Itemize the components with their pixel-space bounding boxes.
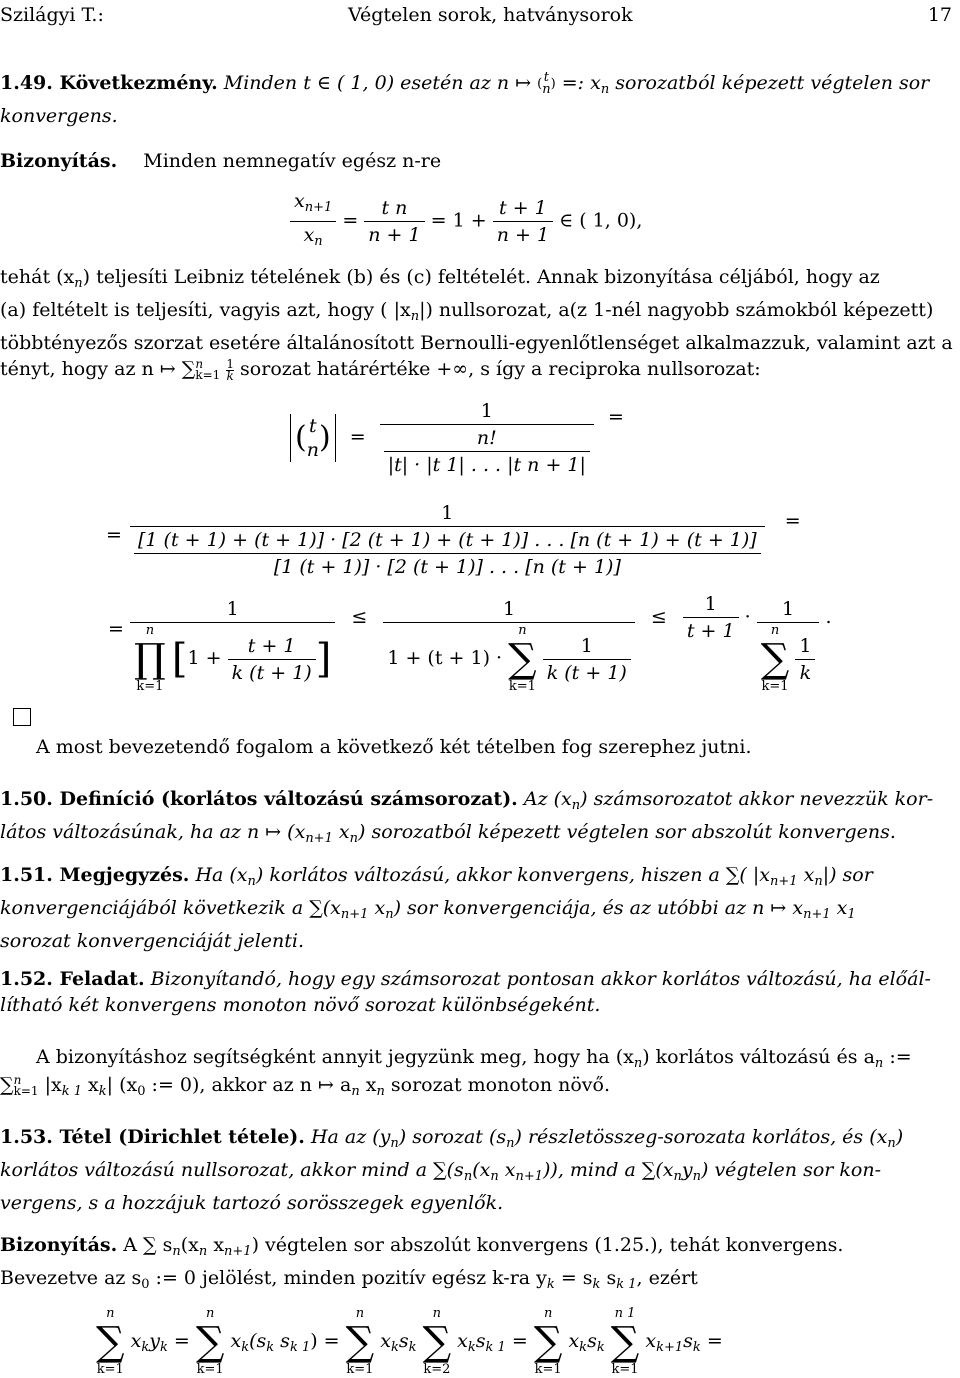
frac-2-num: t + 1 <box>493 195 553 222</box>
eq5-s5-sym: ∑ <box>533 1319 563 1365</box>
eq5-s5-bottom: k=1 <box>534 1362 562 1377</box>
p3-l2s2: k 1 <box>61 1084 82 1099</box>
eq5-s6-sym: ∑ <box>610 1319 640 1365</box>
t153-l2s2: n <box>490 1169 499 1184</box>
eq5-s3-bottom: k=1 <box>346 1362 374 1377</box>
eq4-sum-bottom: k=1 <box>508 679 536 694</box>
frac-ratio <box>290 188 336 255</box>
eq5-t1-sub: k <box>141 1340 150 1355</box>
eq5-t2: x <box>230 1330 242 1352</box>
p3-l2b: |x <box>38 1074 62 1096</box>
theorem-label: 1.53. Tétel (Dirichlet tétele). <box>0 1126 305 1148</box>
corollary-text-c: sorozatból képezett végtelen sor <box>609 72 930 94</box>
pr2-l2a: Bevezetve az s <box>0 1267 142 1289</box>
proof2-label: Bizonyítás. <box>0 1234 118 1256</box>
t153-l1s: n <box>390 1136 399 1151</box>
eq5-s2-top: n <box>205 1306 215 1321</box>
eq2-den-bottom: |t| · |t 1| . . . |t n + 1| <box>387 454 586 476</box>
eq4-inner-num: t + 1 <box>228 633 316 660</box>
p1-sum-bottom: k=1 <box>195 368 221 382</box>
f152-l1: Bizonyítandó, hogy egy számsorozat pontosan akkor korlátos változású, ha előál- <box>150 968 931 990</box>
eq5-t2b-sub: k <box>266 1340 275 1355</box>
eq4-b-num: 1 <box>383 596 634 623</box>
p3-l2d: | (x <box>106 1074 138 1096</box>
t153-l2f: ) végtelen sor kon- <box>701 1159 881 1181</box>
eq4-b-inner-den: k (t + 1) <box>546 661 627 684</box>
eq3-num: 1 <box>130 500 765 527</box>
m151-l2c: ) sor konvergenciája, és az utóbbi az n ↦ x <box>393 897 804 919</box>
p3-l1a: A bizonyításhoz segítségként annyit jegyzünk meg, hogy ha (x <box>36 1046 634 1068</box>
m151-l1a: Ha (x <box>195 864 248 886</box>
m151-l1s3: n <box>814 874 823 889</box>
eq4-frac-a: 1 n ∏ k=1 [1 + $\frac{t + 1}{k (t + 1)}$ ] <box>130 596 335 695</box>
paragraph-1 <box>0 264 958 382</box>
pr2-l2s3: k <box>592 1277 601 1292</box>
eq5-t4b-sub: k 1 <box>485 1340 506 1355</box>
eq4-inner-den: k (t + 1) <box>231 661 312 684</box>
pr2-l1b: (x <box>180 1234 199 1256</box>
equation-4 <box>108 593 832 695</box>
eq5-t3-sub: k <box>390 1340 399 1355</box>
eq5-t2b: (s <box>249 1330 267 1352</box>
m151-l2b: x <box>368 897 386 919</box>
t153-l2s5: n <box>692 1169 701 1184</box>
eq5-s3-top: n <box>355 1306 365 1321</box>
remark-label: 1.51. Megjegyzés. <box>0 864 190 886</box>
eq5-t3b: s <box>398 1330 409 1352</box>
eq5-t2c: s <box>274 1330 290 1352</box>
equation-3 <box>106 500 801 580</box>
frac-1 <box>364 195 424 248</box>
p3-l2-sup: n <box>13 1073 22 1087</box>
p3-l2a: ∑ <box>0 1074 14 1096</box>
eq3-den-bottom: [1 (t + 1)] · [2 (t + 1)] . . . [n (t + 1)] <box>273 556 621 578</box>
d150-l2b: x <box>332 821 350 843</box>
proof-label: Bizonyítás. <box>0 150 118 172</box>
eq5-t2c-sub: k 1 <box>289 1340 311 1355</box>
eq5-s6-top: n 1 <box>614 1306 636 1321</box>
pr2-l2d: s <box>600 1267 617 1289</box>
m151-l3: sorozat konvergenciáját jelenti. <box>0 930 304 952</box>
corollary-text-a: Minden t ∈ ( 1, 0) esetén az n ↦ <box>223 72 538 94</box>
p1-sum-top: n <box>195 357 204 371</box>
equation-2: ( t n ) = $\frac{1}{\frac{n!}{\text{|t| · |t 1| . . . |t n + 1|}}}$ = <box>290 398 624 478</box>
remark-1-51 <box>0 862 958 954</box>
eq4-a-num: 1 <box>130 596 335 623</box>
eq2-den-top: n! <box>384 425 590 452</box>
eq5-e1: = <box>167 1330 190 1352</box>
eq5-t5b: s <box>587 1330 597 1352</box>
frac-2 <box>493 195 553 248</box>
eq2-eq: = <box>349 426 366 448</box>
page-number: 17 <box>927 4 952 26</box>
eq4-period: . <box>825 605 832 628</box>
eq4-d-sum-bottom: k=1 <box>761 679 789 694</box>
pr2-l2c: = s <box>554 1267 593 1289</box>
p3-l2s6: n <box>376 1084 385 1099</box>
eq2-binom-bottom: n <box>306 439 319 461</box>
eq4-b-den-a: 1 + (t + 1) · <box>387 647 503 669</box>
eq4-prod-top: n <box>145 623 155 638</box>
p1-l3: többtényezős szorzat esetére általánosított Bernoulli-egyenlőtlenséget alkalmazzuk, valamint azt a <box>0 332 953 354</box>
eq4-d-frac-num: 1 <box>795 633 815 660</box>
eq-sign: = <box>342 209 359 232</box>
m151-l1c: x <box>797 864 815 886</box>
p1-l1a: tehát (x <box>0 266 75 288</box>
eq5-s6-bottom: k=1 <box>611 1362 639 1377</box>
p1-l1-sub: n <box>74 276 83 291</box>
frac-2-den: n + 1 <box>496 224 550 246</box>
eq5-t2d: ) = <box>310 1330 340 1352</box>
p1-l1b: ) teljesíti Leibniz tételének (b) és (c) feltételét. Annak bizonyítása céljából, hogy az <box>82 266 880 288</box>
eq4-b-inner-num: 1 <box>543 633 631 660</box>
definition-label: 1.50. Definíció (korlátos változású számsorozat). <box>0 788 518 810</box>
eq4-c-den: t + 1 <box>686 620 735 642</box>
p1-frac-num: 1 <box>226 356 235 371</box>
eq4-sum-sym: ∑ <box>508 636 537 682</box>
eq5-s2-sym: ∑ <box>195 1319 225 1365</box>
eq4-prod-sym: ∏ <box>134 636 166 682</box>
p3-l2s4: 0 <box>137 1084 146 1099</box>
header-title: Végtelen sorok, hatványsorok <box>348 4 633 26</box>
m151-l1s: n <box>247 874 256 889</box>
eq4-d-num: 1 <box>757 596 820 623</box>
eq4-frac-c <box>683 591 739 644</box>
m151-l1s2: n+1 <box>770 874 798 889</box>
proof-text: Minden nemnegatív egész n-re <box>143 150 442 172</box>
p3-l2c: x <box>81 1074 99 1096</box>
pr2-l1s1: n <box>172 1244 181 1259</box>
eq5-t1b: y <box>149 1330 160 1352</box>
corollary-text-b: =: x <box>555 72 601 94</box>
t153-l2a: korlátos változású nullsorozat, akkor mind a ∑(s <box>0 1159 464 1181</box>
eq5-t1b-sub: k <box>159 1340 168 1355</box>
eq4-c-num: 1 <box>683 591 739 618</box>
eq5-t4: x <box>457 1330 468 1352</box>
eq5-t5-sub: k <box>579 1340 588 1355</box>
frac-1-den: n + 1 <box>368 224 421 246</box>
p3-l1c: := <box>883 1046 912 1068</box>
eq3-eq-end: = <box>784 510 801 532</box>
exercise-1-52 <box>0 966 958 1018</box>
paragraph-2: A most bevezetendő fogalom a következő két tételben fog szerephez jutni. <box>36 736 752 758</box>
binom-top: t <box>543 70 550 85</box>
d150-l2s1: n+1 <box>305 831 333 846</box>
sub-n1: n+1 <box>304 200 333 215</box>
p1-l4b: sorozat határértéke +∞, s így a reciproka nullsorozat: <box>234 358 761 380</box>
equation-5 <box>96 1306 723 1378</box>
eq5-s4-bottom: k=2 <box>423 1362 451 1377</box>
pr2-l2s2: k <box>546 1277 555 1292</box>
x-n1: x <box>294 190 305 212</box>
eq2-frac <box>380 398 594 478</box>
m151-l2s4: 1 <box>847 907 856 922</box>
eq4-inner-a: 1 + <box>187 647 222 669</box>
corollary-text-d: konvergens. <box>0 105 118 127</box>
d150-a: Az (x <box>523 788 572 810</box>
eq5-e4: = <box>505 1330 528 1352</box>
proof-2 <box>0 1232 958 1298</box>
pr2-l2s1: 0 <box>141 1277 150 1292</box>
p1-frac-den: k <box>226 368 234 383</box>
m151-l2s1: n+1 <box>340 907 369 922</box>
eq3-den-top: [1 (t + 1) + (t + 1)] · [2 (t + 1) + (t + 1)] . . . [n (t + 1) + (t + 1)] <box>134 527 761 554</box>
p3-l1s: n <box>633 1056 643 1071</box>
binom: ( t n ) <box>537 70 556 97</box>
pr2-l1d: ) végtelen sor abszolút konvergens (1.25.), tehát konvergens. <box>251 1234 844 1256</box>
page-header <box>0 2 960 28</box>
m151-l2s2: n <box>385 907 394 922</box>
t153-l1b: ) sorozat (s <box>398 1126 507 1148</box>
eq4-frac-d <box>757 596 820 695</box>
eq5-s1-top: n <box>106 1306 115 1321</box>
pr2-l1s2: n <box>198 1244 208 1259</box>
t153-l1a: Ha az (y <box>310 1126 391 1148</box>
eq5-t5b-sub: k <box>596 1340 605 1355</box>
t153-l2s1: n <box>463 1169 473 1184</box>
eq4-d-frac-den: k <box>799 661 812 684</box>
paragraph-3-line2 <box>0 1072 958 1105</box>
eq-middle: = 1 + <box>430 209 487 232</box>
t153-l2e: y <box>681 1159 693 1181</box>
eq5-s5-top: n <box>543 1306 553 1321</box>
corollary-1-49 <box>0 70 958 129</box>
eq5-t6b: s <box>683 1330 693 1352</box>
eq3-frac <box>130 500 765 580</box>
eq4-dot: · <box>744 605 751 628</box>
d150-l2c: ) sorozatból képezett végtelen sor abszolút konvergens. <box>358 821 896 843</box>
eq5-s1-bottom: k=1 <box>96 1362 124 1377</box>
pr2-l2b: := 0 jelölést, minden pozitív egész k-ra y <box>149 1267 547 1289</box>
p1-l2b: |) nullsorozat, a(z 1-nél nagyobb számokból képezett) <box>419 299 934 321</box>
corollary-label: 1.49. Következmény. <box>0 72 218 94</box>
p1-l2-sub: n <box>410 309 420 324</box>
eq5-t6-sub: k+1 <box>656 1340 684 1355</box>
x-n: x <box>303 224 315 246</box>
eq5-e6: = <box>700 1330 723 1352</box>
eq4-eq: = <box>108 618 124 640</box>
eq4-d-sum-sym: ∑ <box>760 636 790 682</box>
sub-n: n <box>314 234 323 249</box>
eq4-sum-top: n <box>518 623 527 638</box>
t153-l3: vergens, s a hozzájuk tartozó sorösszegek egyenlők. <box>0 1192 504 1214</box>
eq5-s4-sym: ∑ <box>422 1319 452 1365</box>
m151-l1d: |) sor <box>822 864 873 886</box>
t153-l2c: x <box>498 1159 516 1181</box>
eq5-t1: x <box>130 1330 142 1352</box>
header-author: Szilágyi T.: <box>0 4 104 26</box>
eq5-t3b-sub: k <box>408 1340 417 1355</box>
p3-l2e: := 0), akkor az n ↦ a <box>145 1074 352 1096</box>
d150-l2s2: n <box>349 831 358 846</box>
frac-1-num: t n <box>364 195 424 222</box>
t153-l2d: )), mind a ∑(x <box>543 1159 674 1181</box>
equation-1 <box>290 188 642 255</box>
theorem-1-53 <box>0 1124 958 1216</box>
pr2-l2e: , ezért <box>636 1267 698 1289</box>
p3-l2s3: k <box>98 1084 107 1099</box>
d150-l2a: látos változásúnak, ha az n ↦ (x <box>0 821 306 843</box>
eq2-num: 1 <box>380 398 594 425</box>
m151-l1b: ) korlátos változású, akkor konvergens, hiszen a ∑( |x <box>255 864 770 886</box>
eq5-s3-sym: ∑ <box>345 1319 375 1365</box>
eq5-t3: x <box>380 1330 391 1352</box>
pr2-l1a: A ∑ s <box>123 1234 173 1256</box>
t153-l2s3: n+1 <box>515 1169 544 1184</box>
t153-l1d: ) <box>895 1126 904 1148</box>
t153-l1c: ) részletösszeg-sorozata korlátos, és (x <box>514 1126 888 1148</box>
eq5-t6: x <box>645 1330 657 1352</box>
eq5-t4b: s <box>475 1330 486 1352</box>
definition-1-50 <box>0 786 958 852</box>
p3-l1b: ) korlátos változású és a <box>642 1046 875 1068</box>
exercise-label: 1.52. Feladat. <box>0 968 145 990</box>
eq2-eq-end: = <box>607 406 624 428</box>
eq5-t5: x <box>568 1330 580 1352</box>
eq-tail: ∈ ( 1, 0), <box>559 209 643 232</box>
binom-bottom: n <box>542 82 551 97</box>
p3-l2g: sorozat monoton növő. <box>384 1074 610 1096</box>
eq3-eq: = <box>106 524 122 546</box>
t153-l2s4: n <box>673 1169 682 1184</box>
d150-sub: n <box>571 798 581 813</box>
eq4-prod-bottom: k=1 <box>136 679 164 694</box>
t153-l2b: (x <box>472 1159 491 1181</box>
pr2-l2s4: k 1 <box>616 1277 637 1292</box>
sub-n: n <box>600 82 610 97</box>
eq5-s1-sym: ∑ <box>96 1319 125 1365</box>
p3-l2f: x <box>359 1074 377 1096</box>
eq5-t6b-sub: k <box>692 1340 701 1355</box>
eq4-le1: ≤ <box>351 605 368 628</box>
m151-l2s3: n+1 <box>803 907 831 922</box>
eq4-d-sum-top: n <box>770 623 780 638</box>
eq5-s2-bottom: k=1 <box>196 1362 224 1377</box>
p3-l2s5: n <box>351 1084 360 1099</box>
m151-l2a: konvergenciájából következik a ∑(x <box>0 897 341 919</box>
eq4-le2: ≤ <box>650 605 667 628</box>
p1-l4a: tényt, hogy az n ↦ ∑ <box>0 358 196 380</box>
eq4-frac-b <box>383 596 634 695</box>
d150-b: ) számsorozatot akkor nevezzük kor- <box>580 788 934 810</box>
p3-l1s2: n <box>874 1056 884 1071</box>
eq5-t2-sub: k <box>241 1340 250 1355</box>
p1-l2a: (a) feltételt is teljesíti, vagyis azt, hogy ( |x <box>0 299 411 321</box>
qed-box <box>13 708 31 726</box>
pr2-l1s3: n+1 <box>224 1244 252 1259</box>
m151-l2d: x <box>830 897 848 919</box>
p3-l2-sub: k=1 <box>13 1084 39 1098</box>
eq5-t4-sub: k <box>467 1340 476 1355</box>
f152-l2: lítható két konvergens monoton növő sorozat különbségeként. <box>0 994 601 1016</box>
pr2-l1c: x <box>207 1234 225 1256</box>
t153-l1s3: n <box>887 1136 896 1151</box>
t153-l1s2: n <box>506 1136 515 1151</box>
eq5-s4-top: n <box>432 1306 442 1321</box>
eq2-binom-top: t <box>309 415 317 437</box>
proof-1 <box>0 148 958 174</box>
